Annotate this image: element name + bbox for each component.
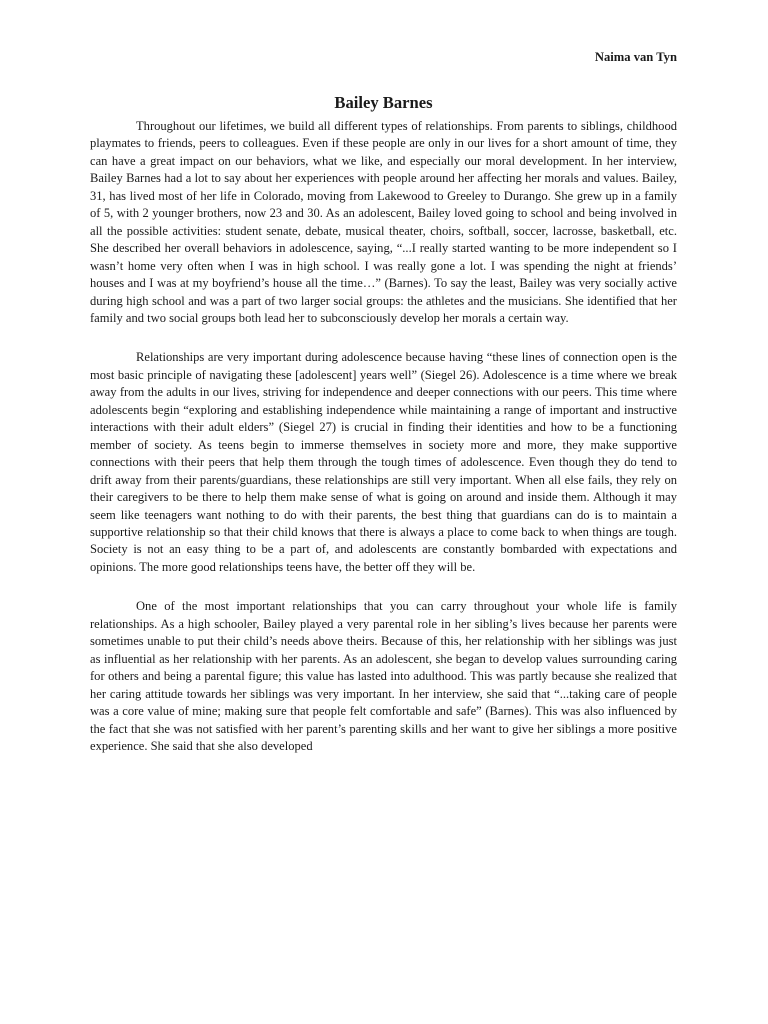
document-title: Bailey Barnes (334, 93, 433, 112)
document-body (90, 118, 677, 755)
paragraph: Relationships are very important during adolescence because having “these lines of connection open is the most basic principle of navigating these [adolescent] years well” (Siegel 26). Adolescence is a time where we break away from the adults in our lives, striving for independence and deeper connections with our peers. This time where adolescents begin “exploring and establishing independence while maintaining a range of important and instructive interactions with their adult elders” (Siegel 27) is crucial in finding their identities and how to be a functioning member of society. As teens begin to immerse themselves in society more and more, they make supportive connections with their peers that help them through the tough times of adolescence. Even though they do tend to drift away from their parents/guardians, these relationships are still very important. When all else fails, they rely on their caregivers to be there to help them make sense of what is going on around and inside them. Although it may seem like teenagers want nothing to do with their parents, the best thing that guardians can do is to maintain a supportive relationship so that their child knows that there is always a place to come back to when things are tough. Society is not an easy thing to be a part of, and adolescents are constantly bombarded with expectations and opinions. The more good relationships teens have, the better off they will be. (90, 350, 677, 574)
author-name: Naima van Tyn (594, 50, 677, 64)
paragraph: One of the most important relationships that you can carry throughout your whole life is family relationships. As a high schooler, Bailey played a very parental role in her sibling’s lives because her parents were sometimes unable to put their child’s needs above theirs. Because of this, her relationship with her siblings was just as influential as her relationship with her parents. As an adolescent, she began to develop values surrounding caring for others and being a parental figure; this value has lasted into adulthood. This was partly because she realized that her caring attitude towards her siblings was very important. In her interview, she said that “...taking care of people was a core value of mine; making sure that people felt comfortable and safe” (Barnes). This was also influenced by the fact that she was not satisfied with her parent’s parenting skills and her want to give her siblings a more positive experience. She said that she also developed (90, 599, 677, 753)
paragraph: Throughout our lifetimes, we build all different types of relationships. From parents to siblings, childhood playmates to friends, peers to colleagues. Even if these people are only in our lives for a short amount of time, they can have a great impact on our behaviors, what we like, and especially our moral development. In her interview, Bailey Barnes had a lot to say about her experiences with people around her affecting her morals and values. Bailey, 31, has lived most of her life in Colorado, moving from Lakewood to Greeley to Durango. She grew up in a family of 5, with 2 younger brothers, now 23 and 30. As an adolescent, Bailey loved going to school and being involved in all the possible activities: student senate, debate, musical theater, choirs, softball, soccer, lacrosse, basketball, etc. She described her overall behaviors in adolescence, saying, “...I really started wanting to be more independent so I wasn’t home very often when I was in high school. I was really gone a lot. I was spending the night at friends’ houses and I was at my boyfriend’s house all the time…” (Barnes). To say the least, Bailey was very socially active during high school and was a part of two larger social groups: the athletes and the musicians. She identified that her family and two social groups both lead her to subconsciously develop her morals a certain way. (90, 119, 677, 325)
